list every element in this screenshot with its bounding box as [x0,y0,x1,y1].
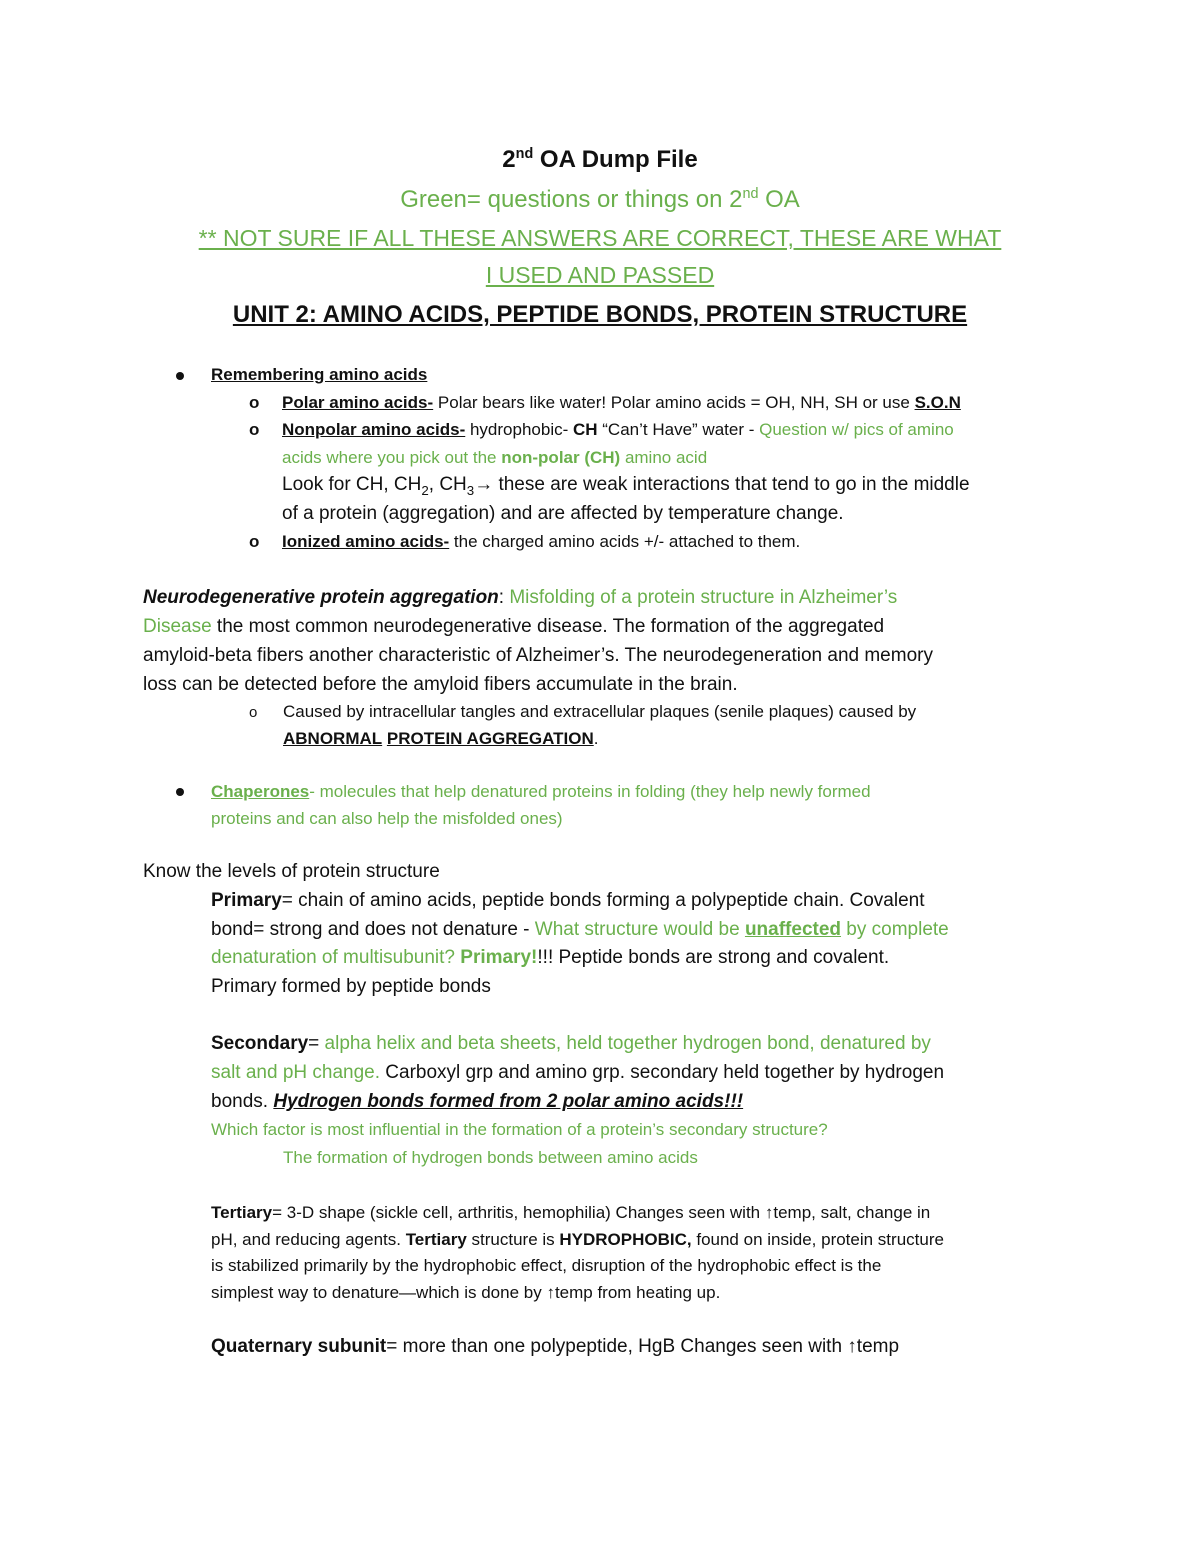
neuro-line1: Neurodegenerative protein aggregation: Misfolding of a protein structure in Alzheimer’s [143,587,898,608]
neuro-sub-line1: Caused by intracellular tangles and extracellular plaques (senile plaques) caused by [283,702,917,721]
look-for-ch: Look for CH, $CH_2$, $CH_3\to$ these are weak interactions that tend to go in the middle [282,474,970,498]
bullet-icon [176,788,184,796]
sub-bullet-icon: o [249,704,258,721]
chaperones-line1: Chaperones- molecules that help denatured proteins in folding (they help newly formed [211,782,871,801]
nonpolar-question: acids where you pick out the non-polar (CH) amino acid [282,448,708,467]
tertiary-line3: is stabilized primarily by the hydrophobic effect, disruption of the hydrophobic effect is the [211,1256,882,1275]
polar-amino-acids: Polar amino acids- Polar bears like water! Polar amino acids = OH, NH, SH or use S.O.N [282,393,961,412]
chaperones-line2: proteins and can also help the misfolded ones) [211,809,563,828]
neuro-sub-line2: ABNORMAL PROTEIN AGGREGATION. [283,729,599,748]
primary-line3: denaturation of multisubunit? Primary!!!! Peptide bonds are strong and covalent. [211,947,890,968]
color-legend: Green= questions or things on 2nd OA [400,186,800,213]
neuro-line2: Disease the most common neurodegenerative disease. The formation of the aggregated [143,616,885,637]
sub-bullet-icon: o [249,420,260,439]
quaternary-line: Quaternary subunit= more than one polypeptide, HgB Changes seen with ↑temp [211,1336,900,1357]
document-title: 2nd OA Dump File [502,146,698,173]
unit-heading: UNIT 2: AMINO ACIDS, PEPTIDE BONDS, PROTEIN STRUCTURE [232,301,968,328]
tertiary-line4: simplest way to denature—which is done by ↑temp from heating up. [211,1283,721,1302]
look-for-line2: of a protein (aggregation) and are affected by temperature change. [282,503,844,524]
primary-line1: Primary= chain of amino acids, peptide bonds forming a polypeptide chain. Covalent [211,890,925,911]
levels-heading: Know the levels of protein structure [143,861,440,882]
primary-line4: Primary formed by peptide bonds [211,976,491,997]
remembering-heading: Remembering amino acids [211,365,428,384]
arrow-icon: → [474,474,494,495]
tertiary-line2: pH, and reducing agents. Tertiary structure is HYDROPHOBIC, found on inside, protein structure [211,1230,944,1249]
bullet-icon [176,372,184,380]
secondary-line3: bonds. Hydrogen bonds formed from 2 polar amino acids!!! [211,1091,744,1112]
tertiary-line1: Tertiary= 3-D shape (sickle cell, arthritis, hemophilia) Changes seen with ↑temp, salt, change in [211,1203,931,1222]
warning-line-1: ** NOT SURE IF ALL THESE ANSWERS ARE CORRECT, THESE ARE WHAT [198,225,1002,251]
ionized-amino-acids: Ionized amino acids- the charged amino acids +/- attached to them. [282,532,801,551]
secondary-line2: salt and pH change. Carboxyl grp and amino grp. secondary held together by hydrogen [211,1062,945,1083]
sub-bullet-icon: o [249,393,260,412]
secondary-line1: Secondary= alpha helix and beta sheets, held together hydrogen bond, denatured by [211,1033,931,1054]
neuro-line4: loss can be detected before the amyloid fibers accumulate in the brain. [143,674,738,695]
sub-bullet-icon: o [249,532,260,551]
nonpolar-amino-acids: Nonpolar amino acids- hydrophobic- CH “Can’t Have” water - Question w/ pics of amino [282,420,954,439]
neuro-line3: amyloid-beta fibers another characteristic of Alzheimer’s. The neurodegeneration and memory [143,645,933,666]
secondary-answer: The formation of hydrogen bonds between amino acids [283,1148,698,1167]
warning-line-2: I USED AND PASSED [485,262,715,288]
secondary-question: Which factor is most influential in the formation of a protein’s secondary structure? [211,1120,828,1139]
primary-line2: bond= strong and does not denature - What structure would be unaffected by complete [211,919,949,940]
